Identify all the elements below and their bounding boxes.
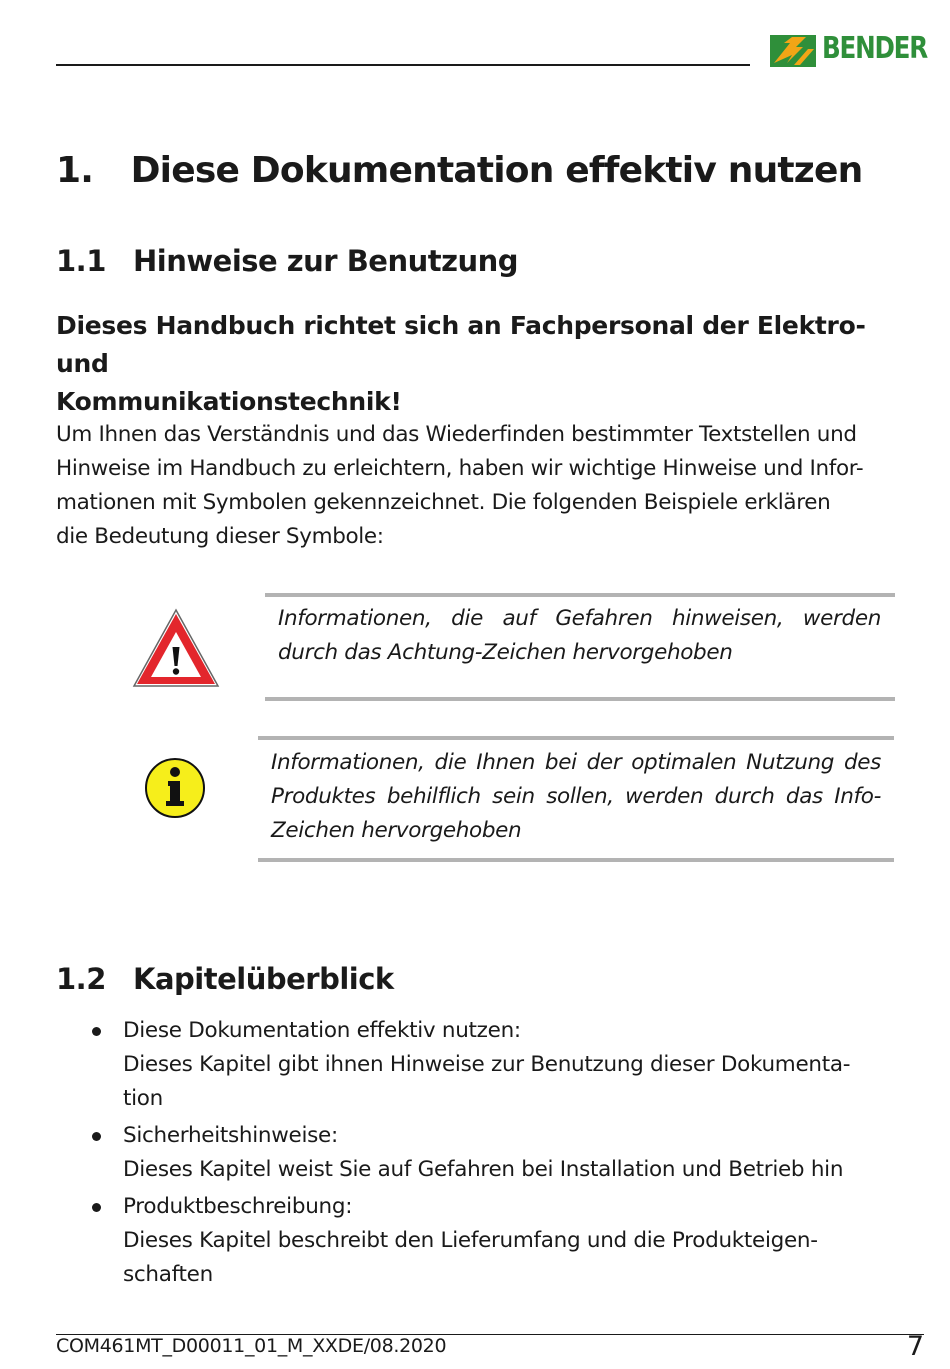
footer-doc-id: COM461MT_D00011_01_M_XXDE/08.2020	[56, 1335, 447, 1357]
chapter-heading	[56, 150, 862, 191]
bender-logo	[770, 33, 930, 69]
list-item-text: Dieses Kapitel beschreibt den Lieferumfang und die Produkteigen-	[123, 1228, 818, 1253]
section-title: Kapitelüberblick	[133, 962, 394, 996]
chapter-number: 1.	[56, 150, 94, 191]
section-number: 1.2	[56, 962, 106, 996]
intro-paragraph	[56, 418, 924, 554]
warning-note-line: durch das Achtung-Zeichen hervorgehoben	[278, 640, 733, 665]
list-item-title: Diese Dokumentation effektiv nutzen:	[123, 1018, 521, 1043]
section-heading-1-2	[56, 962, 394, 996]
warning-triangle-icon	[132, 608, 220, 690]
warning-note-line: Informationen, die auf Gefahren hinweisen, werden	[278, 606, 881, 631]
brand-name: BENDER	[822, 31, 927, 66]
list-item	[56, 1190, 916, 1292]
lead-text	[56, 307, 916, 421]
intro-line: Hinweise im Handbuch zu erleichtern, haben wir wichtige Hinweise und Infor-	[56, 456, 864, 481]
header-rule	[56, 64, 750, 66]
list-item-text: tion	[123, 1086, 163, 1111]
list-item-title: Produktbeschreibung:	[123, 1194, 353, 1219]
info-note-line: Produktes behilflich sein sollen, werden durch das Info-	[271, 784, 881, 809]
intro-line: mationen mit Symbolen gekennzeichnet. Die folgenden Beispiele erklären	[56, 490, 831, 515]
list-item-text: schaften	[123, 1262, 213, 1287]
list-item	[56, 1014, 916, 1116]
list-item-text: Dieses Kapitel weist Sie auf Gefahren bei Installation und Betrieb hin	[123, 1157, 844, 1182]
bender-logo-icon	[770, 33, 820, 69]
list-item-title: Sicherheitshinweise:	[123, 1123, 338, 1148]
chapter-overview-list	[56, 1014, 916, 1295]
intro-line: Um Ihnen das Verständnis und das Wiederfinden bestimmter Textstellen und	[56, 422, 857, 447]
section-title: Hinweise zur Benutzung	[133, 244, 519, 278]
warning-note-box	[265, 593, 895, 701]
page-number: 7	[906, 1331, 924, 1362]
info-note-box	[258, 736, 894, 862]
list-item-text: Dieses Kapitel gibt ihnen Hinweise zur Benutzung dieser Dokumenta-	[123, 1052, 851, 1077]
list-item	[56, 1119, 916, 1187]
info-note-line: Zeichen hervorgehoben	[271, 818, 522, 843]
warning-note-text	[278, 602, 881, 670]
info-icon	[144, 757, 206, 819]
info-note-line: Informationen, die Ihnen bei der optimalen Nutzung des	[271, 750, 881, 775]
lead-line: Dieses Handbuch richtet sich an Fachpersonal der Elektro- und	[56, 311, 866, 378]
info-note-text	[271, 746, 881, 848]
section-number: 1.1	[56, 244, 106, 278]
section-heading-1-1	[56, 244, 518, 278]
intro-line: die Bedeutung dieser Symbole:	[56, 524, 384, 549]
chapter-title: Diese Dokumentation effektiv nutzen	[130, 150, 863, 191]
lead-line: Kommunikationstechnik!	[56, 387, 402, 416]
